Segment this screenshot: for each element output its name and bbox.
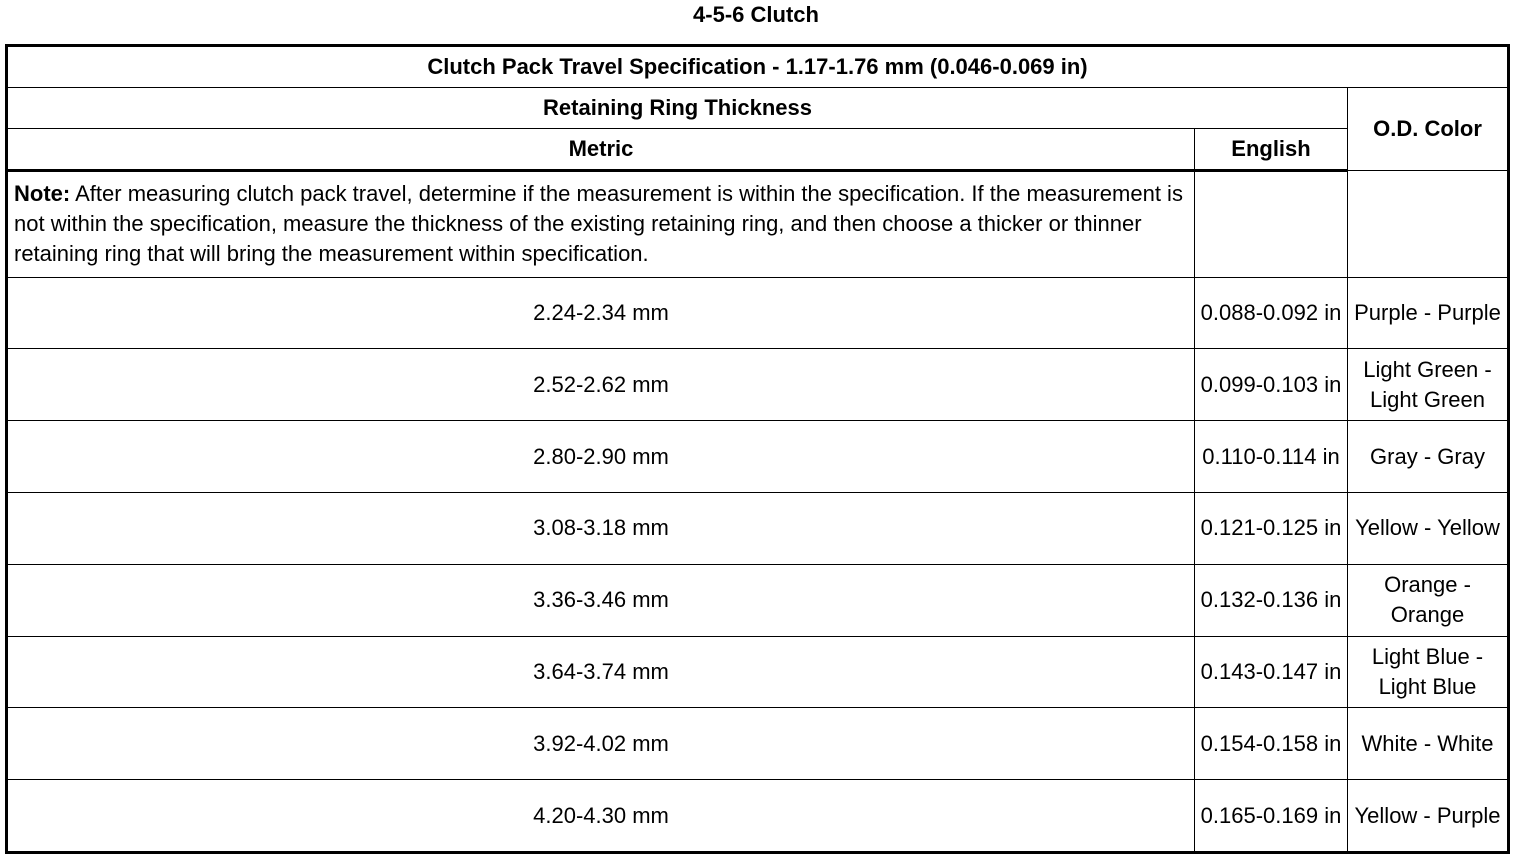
spec-header: Clutch Pack Travel Specification - 1.17-1.76 mm (0.046-0.069 in) (7, 46, 1509, 88)
english-cell: 0.099-0.103 in (1195, 349, 1348, 421)
color-cell: White - White (1348, 708, 1509, 780)
note-text: After measuring clutch pack travel, determine if the measurement is within the specification. If the measurement is not within the specification, measure the thickness of the existing retaining ring, and then choose a thicker or thinner retaining ring that will bring the measurement within specification. (14, 181, 1183, 267)
color-cell: Orange - Orange (1348, 564, 1509, 636)
color-cell: Light Blue - Light Blue (1348, 636, 1509, 708)
table-row (7, 636, 1509, 708)
page-title: 4-5-6 Clutch (693, 2, 819, 27)
metric-cell: 3.08-3.18 mm (7, 492, 1195, 564)
metric-cell: 2.24-2.34 mm (7, 277, 1195, 349)
color-cell: Light Green - Light Green (1348, 349, 1509, 421)
english-cell: 0.132-0.136 in (1195, 564, 1348, 636)
table-row (7, 492, 1509, 564)
color-cell: Yellow - Yellow (1348, 492, 1509, 564)
english-cell: 0.154-0.158 in (1195, 708, 1348, 780)
note-english-empty (1195, 171, 1348, 277)
english-cell: 0.165-0.169 in (1195, 780, 1348, 853)
spec-header-row (7, 46, 1509, 88)
metric-cell: 2.52-2.62 mm (7, 349, 1195, 421)
table-row (7, 349, 1509, 421)
column-header-color: O.D. Color (1348, 88, 1509, 171)
table-row (7, 780, 1509, 853)
group-header-row (7, 88, 1509, 128)
retaining-ring-table (5, 44, 1510, 854)
english-cell: 0.143-0.147 in (1195, 636, 1348, 708)
metric-cell: 3.64-3.74 mm (7, 636, 1195, 708)
note-color-empty (1348, 171, 1509, 277)
column-header-metric: Metric (7, 128, 1195, 170)
color-cell: Gray - Gray (1348, 421, 1509, 493)
column-header-english: English (1195, 128, 1348, 170)
note-label: Note: (14, 181, 71, 207)
note-cell (7, 171, 1195, 277)
table-row (7, 564, 1509, 636)
metric-cell: 3.92-4.02 mm (7, 708, 1195, 780)
table-row (7, 708, 1509, 780)
color-cell: Purple - Purple (1348, 277, 1509, 349)
note-row (7, 171, 1509, 277)
table-row (7, 421, 1509, 493)
metric-cell: 4.20-4.30 mm (7, 780, 1195, 853)
english-cell: 0.121-0.125 in (1195, 492, 1348, 564)
group-header: Retaining Ring Thickness (7, 88, 1348, 128)
color-cell: Yellow - Purple (1348, 780, 1509, 853)
table-row (7, 277, 1509, 349)
english-cell: 0.088-0.092 in (1195, 277, 1348, 349)
metric-cell: 3.36-3.46 mm (7, 564, 1195, 636)
column-header-row (7, 128, 1509, 170)
metric-cell: 2.80-2.90 mm (7, 421, 1195, 493)
english-cell: 0.110-0.114 in (1195, 421, 1348, 493)
